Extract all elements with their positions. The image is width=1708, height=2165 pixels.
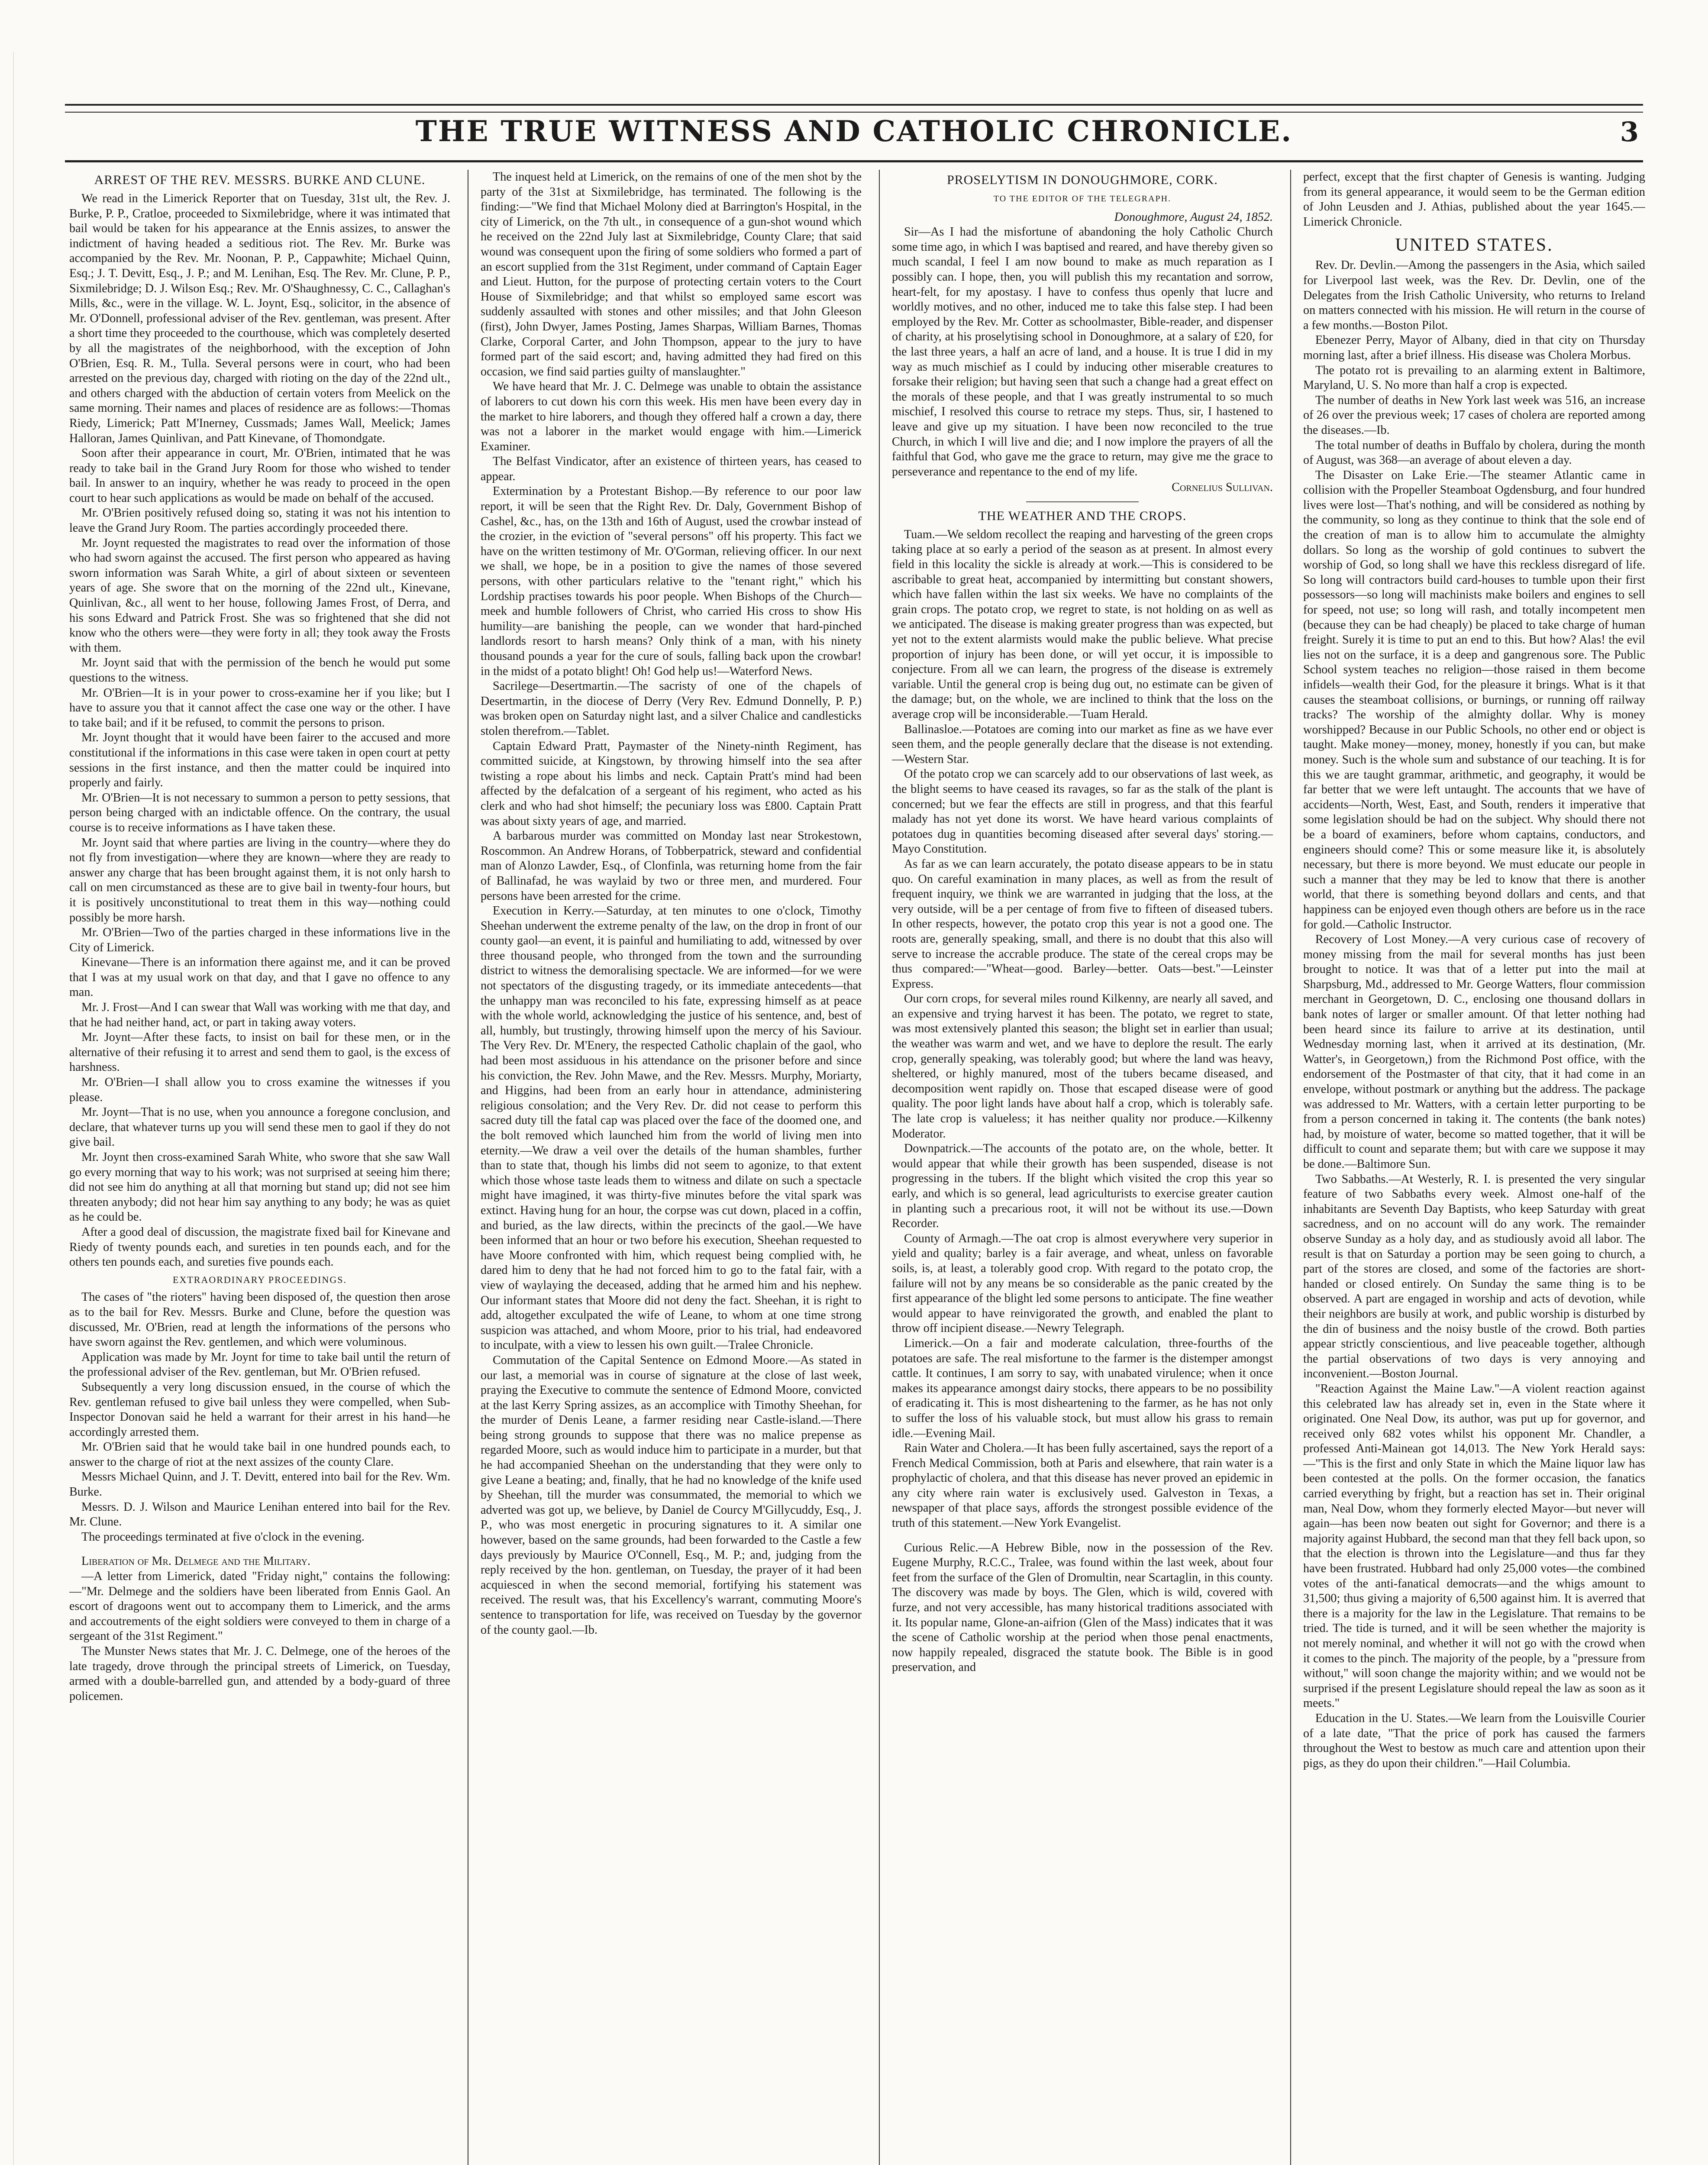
article-paragraph: The inquest held at Limerick, on the remains of one of the men shot by the party of the 31st at Sixmilebridge, has terminated. The following is the finding:—"We find that Michael Molony died at Barrington's Hospital, in the city of Limerick, on the 7th ult., in consequence of a gun-shot wound which he received on the 22nd July last at Sixmilebridge, County Clare; that said wound was consequent upon the firing of some soldiers who formed a part of an escort supplied from the 31st Regiment, under command of Captain Eager and Lieut. Hutton, for the purpose of protecting certain voters to the Court House of Sixmilebridge; and that whilst so employed same escort was suddenly assaulted with stones and other missiles; and that John Gleeson (first), John Dwyer, James Posting, James Sharpas, William Barnes, Thomas Clarke, Corporal Carter, and John Thompson, appear to the jury to have formed part of the said escort; and, having admitted they had fired on this occasion, we find said parties guilty of manslaughter." <box>481 170 862 378</box>
article-paragraph: Mr. O'Brien—I shall allow you to cross examine the witnesses if you please. <box>69 1076 450 1104</box>
article-paragraph: Soon after their appearance in court, Mr. O'Brien, intimated that he was ready to take bail in the Grand Jury Room for those who wished to tender bail. In answer to an inquiry, whether he was ready to proceed in the open court to hear such applications as would be made on behalf of the accused. <box>69 446 450 505</box>
article-paragraph: Mr. J. Frost—And I can swear that Wall was working with me that day, and that he had neither hand, act, or part in taking away voters. <box>69 1001 450 1029</box>
article-paragraph: Ballinasloe.—Potatoes are coming into our market as fine as we have ever seen them, and the people generally declare that the disease is not extending.—Western Star. <box>892 722 1273 766</box>
article-paragraph: Mr. Joynt—After these facts, to insist on bail for these men, or in the alternative of their refusing it to arrest and send them to gaol, is the excess of harshness. <box>69 1031 450 1074</box>
page-margin-line <box>13 52 14 2165</box>
section-heading-united-states: UNITED STATES. <box>1395 235 1553 255</box>
article-paragraph: A barbarous murder was committed on Monday last near Strokestown, Roscommon. An Andrew Horans, of Tobberpatrick, steward and confidential man of Alonzo Lawder, Esq., of Clonfinla, was returning home from the fair of Ballinafad, he was waylaid by two or three men, and murdered. Four persons have been arrested for the crime. <box>481 829 862 903</box>
article-paragraph: The potato rot is prevailing to an alarming extent in Baltimore, Maryland, U. S. No more than half a crop is expected. <box>1303 363 1645 392</box>
article-paragraph: Sir—As I had the misfortune of abandoning the holy Catholic Church some time ago, in which I was baptised and reared, and have thereby given so much scandal, I feel I am now bound to make as much reparation as I possibly can. I hope, then, you will publish this my recantation and sorrow, heart-felt, for my apostasy. I have to confess thus openly that lucre and worldly motives, and no other, induced me to take this false step. I had been employed by the Rev. Mr. Cotter as schoolmaster, Bible-reader, and dispenser of charity, at his proselytising school in Donoughmore, at a salary of £20, for the last three years, a half an acre of land, and a house. It is true I did in my way as much mischief as I could by inducing other miserable creatures to forsake their religion; but having seen that such a change had a great effect on the morals of these people, and that I was greatly instrumental to so much mischief, I resolved this course to retrace my steps. Thus, sir, I hastened to leave and give up my situation. I have been now reconciled to the true Church, in which I will live and die; and I now implore the prayers of all the faithful that God, who gave me the grace to return, may give me the grace to perseverance and repentance to the end of my life. <box>892 225 1273 478</box>
article-paragraph: Recovery of Lost Money.—A very curious case of recovery of money missing from the mail for several months has just been brought to notice. It was that of a letter put into the mail at Sharpsburg, Md., addressed to Mr. George Watters, flour commission merchant in Georgetown, D. C., enclosing one thousand dollars in bank notes of larger or smaller amount. Of that letter nothing had been heard since its failure to arrive at its destination, until Wednesday morning last, when it arrived at its destination, (Mr. Watter's, in Georgetown,) from the Richmond Post office, with the endorsement of the Postmaster of that city, that it had come in an envelope, without postmark or anything but the address. The package was addressed to Mr. Watters, with a certain letter purporting to be from a person concerned in taking it. The contents (the bank notes) had, by moisture of water, become so matted together, that it will be difficult to count and separate them; but with care we suppose it may be done.—Baltimore Sun. <box>1303 933 1645 1171</box>
article-paragraph: Sacrilege—Desertmartin.—The sacristy of one of the chapels of Desertmartin, in the diocese of Derry (Very Rev. Edmund Donnelly, P. P.) was broken open on Saturday night last, and a silver Chalice and candlesticks stolen therefrom.—Tablet. <box>481 679 862 738</box>
article-paragraph: Mr. Joynt said that with the permission of the bench he would put some questions to the witness. <box>69 656 450 685</box>
article-paragraph: Rain Water and Cholera.—It has been fully ascertained, says the report of a French Medical Commission, both at Paris and elsewhere, that rain water is a prophylactic of cholera, and that this disease has never proved an epidemic in any city where rain water is exclusively used. Galveston in Texas, a newspaper of that place says, affords the strongest possible evidence of the truth of this statement.—New York Evangelist. <box>892 1441 1273 1530</box>
article-paragraph: Downpatrick.—The accounts of the potato are, on the whole, better. It would appear that while their growth has been suspended, disease is not progressing in the tubers. If the blight which visited the crop this year so early, and which is so general, lead agriculturists to exercise greater caution in planting such a precarious root, it will not be without its use.—Down Recorder. <box>892 1142 1273 1231</box>
article-paragraph: Mr. O'Brien positively refused doing so, stating it was not his intention to leave the Grand Jury Room. The parties accordingly proceeded there. <box>69 506 450 535</box>
article-paragraph: —A letter from Limerick, dated "Friday night," contains the following:—"Mr. Delmege and the soldiers have been liberated from Ennis Gaol. An escort of dragoons went out to accompany them to Limerick, and the arms and accoutrements of the eight soldiers were conveyed to them in charge of a sergeant of the 31st Regiment." <box>69 1570 450 1643</box>
column-divider <box>1290 170 1291 2165</box>
column-2 <box>481 170 862 2165</box>
article-paragraph: Of the potato crop we can scarcely add to our observations of last week, as the blight seems to have ceased its ravages, so far as the stalk of the plant is concerned; but we fear the effects are still in progress, and that this fearful malady has not yet done its worst. We have heard various complaints of potatoes dug in quantities becoming diseased after several days' storing.—Mayo Constitution. <box>892 767 1273 856</box>
article-paragraph: Extermination by a Protestant Bishop.—By reference to our poor law report, it will be seen that the Right Rev. Dr. Daly, Government Bishop of Cashel, &c., has, on the 13th and 16th of August, used the crowbar instead of the crozier, in the eviction of "several persons" off his property. This fact we have on the written testimony of Mr. O'Gorman, relieving officer. In our next we shall, we hope, be in a position to give the names of those severed persons, with other particulars relative to the "tenant right," which his Lordship practises towards his poor people. When Bishops of the Church—meek and humble followers of Christ, who carried His cross to show His humility—are banishing the people, can we wonder that hard-pinched landlords resort to harsh means? Only think of a man, with his ninety thousand pounds a year for the cure of souls, falling back upon the crowbar! in the midst of a potato blight! Oh! God help us!—Waterford News. <box>481 485 862 678</box>
section-rule <box>1026 501 1139 502</box>
newspaper-title: THE TRUE WITNESS AND CATHOLIC CHRONICLE. <box>415 114 1293 148</box>
article-paragraph: Messrs Michael Quinn, and J. T. Devitt, entered into bail for the Rev. Wm. Burke. <box>69 1470 450 1499</box>
article-paragraph: We read in the Limerick Reporter that on Tuesday, 31st ult, the Rev. J. Burke, P. P., Cratloe, proceeded to Sixmilebridge, where it was intimated that bail would be taken for his appearance at the Ennis assizes, to answer the indictment of having headed a seditious riot. The Rev. Mr. Burke was accompanied by the Rev. Mr. Noonan, P. P., Cappawhite; Michael Quinn, Esq.; J. T. Devitt, Esq., J. P.; and M. Lenihan, Esq. The Rev. Mr. Clune, P. P., Sixmilebridge; D. J. Wilson Esq.; Rev. Mr. O'Shaughnessy, C. C., Callaghan's Mills, &c., were in the village. W. L. Joynt, Esq., solicitor, in the absence of Mr. O'Donnell, professional adviser of the Rev. gentleman, was present. After a short time they proceeded to the courthouse, which was completely deserted by all the magistrates of the neighborhood, with the exception of John O'Brien, Esq. R. M., Tulla. Several persons were in court, who had been arrested on the previous day, charged with rioting on the day of the 22nd ult., and others charged with the abduction of certain voters from Meelick on the same morning. Their names and places of residence are as follows:—Thomas Riedy, Limerick; Patt M'Inerney, Cussmads; James Wall, Meelick; James Halloran, James Quinlivan, and Patt Kinevane, of Thomondgate. <box>69 192 450 445</box>
article-paragraph: We have heard that Mr. J. C. Delmege was unable to obtain the assistance of laborers to cut down his corn this week. His men have been every day in the market to hire laborers, and though they offered half a crown a day, there was not a laborer in the market would engage with him.—Limerick Examiner. <box>481 380 862 453</box>
page-number: 3 <box>1620 116 1639 148</box>
article-paragraph: Ebenezer Perry, Mayor of Albany, died in that city on Thursday morning last, after a brief illness. His disease was Cholera Morbus. <box>1303 333 1645 362</box>
article-paragraph: Mr. O'Brien—Two of the parties charged in these informations live in the City of Limerick. <box>69 926 450 954</box>
article-heading-weather: THE WEATHER AND THE CROPS. <box>978 508 1187 523</box>
article-paragraph: Mr. O'Brien—It is not necessary to summon a person to petty sessions, that person being charged with an indictable offence. On the contrary, the usual course is to receive informations as I have taken these. <box>69 791 450 834</box>
column-4 <box>1303 170 1645 2165</box>
subheading-extraordinary-proceedings: EXTRAORDINARY PROCEEDINGS. <box>173 1274 347 1285</box>
article-paragraph: Execution in Kerry.—Saturday, at ten minutes to one o'clock, Timothy Sheehan underwent the extreme penalty of the law, on the drop in front of our county gaol—an event, it is painful and humiliating to add, witnessed by over three thousand people, who thronged from the town and the surrounding district to witness the demoralising spectacle. We are informed—for we were not spectators of the disgusting tragedy, or its immediate antecedents—that the unhappy man was reconciled to his fate, expressing himself as at peace with the whole world, acknowledging the justice of his sentence, and, best of all, humbly, but trustingly, throwing himself upon the mercy of his Saviour. The Very Rev. Dr. M'Enery, the respected Catholic chaplain of the gaol, who had been most assiduous in his attendance on the prisoner before and since his conviction, the Rev. John Mawe, and the Rev. Messrs. Murphy, Moriarty, and Higgins, had been from an early hour in attendance, administering religious consolation; and the Very Rev. Dr. did not cease to perform this sacred duty till the fatal cap was placed over the face of the doomed one, and the bolt removed which launched him from the world of living men into eternity.—We draw a veil over the details of the human shambles, further than to state that, though his limbs did not seem to agonize, to that extent which those whose taste leads them to witness and dilate on such a spectacle might have imagined, it was thirty-five minutes before the vital spark was extinct. Having hung for an hour, the corpse was cut down, placed in a coffin, and buried, as the law directs, within the precincts of the gaol.—We have been informed that an hour or two before his execution, Sheehan requested to have Moore confronted with him, which request being complied with, he dared him to deny that he had not forced him to go to the fatal fair, with a view of waylaying the deceased, adding that he armed him and his nephew. Our informant states that Moore did not deny the fact. Sheehan, it is right to add, altogether exculpated the wife of Leane, to whom at one time strong suspicion was attached, and whom Moore, prior to his trial, had endeavored to inculpate, with a view to lessen his own guilt.—Tralee Chronicle. <box>481 904 862 1352</box>
article-paragraph: The Belfast Vindicator, after an existence of thirteen years, has ceased to appear. <box>481 455 862 483</box>
article-paragraph: Mr. Joynt thought that it would have been fairer to the accused and more constitutional if the informations in this case were taken in open court at petty sessions in the first instance, and then the matter could be inquired into properly and fairly. <box>69 731 450 790</box>
article-paragraph: The cases of "the rioters" having been disposed of, the question then arose as to the bail for Rev. Messrs. Burke and Clune, before the question was discussed, Mr. O'Brien, read at length the informations of the persons who have sworn against the Rev. gentlemen, and which were voluminous. <box>69 1290 450 1349</box>
article-paragraph: The total number of deaths in Buffalo by cholera, during the month of August, was 368—an average of about eleven a day. <box>1303 438 1645 467</box>
spacer <box>69 1545 450 1554</box>
article-paragraph: Limerick.—On a fair and moderate calculation, three-fourths of the potatoes are safe. The real misfortune to the farmer is the distemper amongst cattle. It continues, I am sorry to say, with unabated virulence; when it once makes its appearance amongst dairy stocks, there appears to be no possibility of eradicating it. This is most disheartening to the farmer, as he has not only to suffer the loss of his valuable stock, but must allow his grass to remain idle.—Evening Mail. <box>892 1336 1273 1440</box>
article-paragraph: Application was made by Mr. Joynt for time to take bail until the return of the professional adviser of the Rev. gentleman, but Mr. O'Brien refused. <box>69 1350 450 1379</box>
article-paragraph: Mr. Joynt then cross-examined Sarah White, who swore that she saw Wall go every morning that way to his work; was not surprised at seeing him there; did not see him do anything at all that morning but stand up; did not see him threaten anybody; did not hear him say anything to any body; he was as quiet as he could be. <box>69 1150 450 1224</box>
masthead-top-rule <box>65 104 1643 106</box>
column-1 <box>69 170 450 2165</box>
masthead-bottom-rule <box>65 160 1643 162</box>
article-paragraph: perfect, except that the first chapter of Genesis is wanting. Judging from its general appearance, it would seem to be the German edition of John Leusden and J. Athias, published about the year 1645.—Limerick Chronicle. <box>1303 170 1645 229</box>
article-paragraph: Mr. O'Brien—It is in your power to cross-examine her if you like; but I have to assure you that it cannot affect the case one way or the other. I have to take bail; and if it be refused, to commit the persons to prison. <box>69 686 450 730</box>
spacer <box>892 1531 1273 1541</box>
article-heading-arrest: ARREST OF THE REV. MESSRS. BURKE AND CLUNE. <box>94 173 426 187</box>
article-paragraph: Commutation of the Capital Sentence on Edmond Moore.—As stated in our last, a memorial was in course of signature at the close of last week, praying the Executive to commute the sentence of Edmond Moore, convicted at the last Kerry Spring assizes, as an accomplice with Timothy Sheehan, for the murder of Denis Leane, a farmer residing near Castle-island.—There being strong grounds to suppose that there was no malice prepense as regarded Moore, such as would induce him to participate in a murder, but that he had accompanied Sheehan on the understanding that they were only to give Leane a beating; and, finally, that he had no knowledge of the knife used by Sheehan, till the murder was consummated, the memorial to which we adverted was got up, we believe, by Daniel de Courcy M'Gillycuddy, Esq., J. P., who was most energetic in procuring signatures to it. A similar one however, based on the same grounds, had been forwarded to the Castle a few days previously by Maurice O'Connell, Esq., M. P.; and, judging from the reply received by the hon. gentleman, on Tuesday, the prayer of it had been acquiesced in when the second memorial, fortifying his statement was received. The result was, that his Excellency's warrant, commuting Moore's sentence to transportation for life, was received on Tuesday by the governor of the county gaol.—Ib. <box>481 1353 862 1637</box>
article-paragraph: The proceedings terminated at five o'clock in the evening. <box>81 1530 365 1544</box>
column-divider <box>879 170 880 2165</box>
article-paragraph: As far as we can learn accurately, the potato disease appears to be in statu quo. On careful examination in many places, as well as from the result of frequent inquiry, we think we are warranted in judging that the loss, at the very outside, will be a per centage of from five to fifteen of diseased tubers. In other respects, however, the potato crop this year is not a good one. The roots are, generally speaking, small, and there is no doubt that this also will serve to increase the accrable produce. The state of the cereal crops may be thus compared:—"Wheat—good. Barley—better. Oats—best."—Leinster Express. <box>892 857 1273 991</box>
article-paragraph: The Disaster on Lake Erie.—The steamer Atlantic came in collision with the Propeller Steamboat Ogdensburg, and four hundred lives were lost—That's nothing, and will be considered as nothing by the community, so long as they continue to think that the sole end of the creation of man is to allow him to accumulate the almighty dollars. So long as the worship of gold continues to subvert the worship of God, so long shall we have this reckless disregard of life. So long will contractors build card-houses to tumble upon their first possessors—so long will machinists make boilers and engines to sell for speed, not use; so long will rash, and totally incompetent men (because they can be had cheaply) be placed to take charge of human freight. Surely it is time to put an end to this. But how? Alas! the evil lies not on the surface, it is a deep and gangrenous sore. The Public School system teaches no religion—those raised in them become infidels—wealth their God, for the pleasure it brings. What is it that causes the steamboat collisions, or burnings, or running off railway tracks? The worship of the almighty dollar. Why is money worshipped? Because in our Public Schools, no other end or object is taught. Make money—money, money, honestly if you can, but make money. Such is the whole sum and substance of our teaching. It is for this we are taught grammar, arithmetic, and geography, it would be far better that we were left untaught. The accounts that we have of accidents—North, West, East, and South, renders it imperative that some legislation should be had on the subject. Why should there not be a board of examiners, before whom captains, conductors, and engineers should come? This or some measure like it, is absolutely necessary, but there is more beyond. We must educate our people in such a manner that they may be led to know that there is another world, that there is something beyond dollars and cents, and that happiness can be enjoyed even though others are before us in the race for gold.—Catholic Instructor. <box>1303 468 1645 931</box>
article-paragraph: Subsequently a very long discussion ensued, in the course of which the Rev. gentleman refused to give bail unless they were compelled, when Sub-Inspector Donovan said he held a warrant for their arrest in his hand—he accordingly arrested them. <box>69 1380 450 1439</box>
item-heading-liberation: Liberation of Mr. Delmege and the Military. <box>81 1554 311 1568</box>
article-paragraph: Captain Edward Pratt, Paymaster of the Ninety-ninth Regiment, has committed suicide, at Kingstown, by throwing himself into the sea after twisting a rope about his limbs and neck. Captain Pratt's mind had been affected by the defalcation of a sergeant of his regiment, who acted as his clerk and who had shot himself; the pecuniary loss was £800. Captain Pratt was about sixty years of age, and married. <box>481 739 862 828</box>
article-paragraph: After a good deal of discussion, the magistrate fixed bail for Kinevane and Riedy of twenty pounds each, and sureties in ten pounds each, and for the others ten pounds each, and sureties five pounds each. <box>69 1225 450 1269</box>
article-paragraph: Mr. Joynt—That is no use, when you announce a foregone conclusion, and declare, that whatever turns up you will send these men to gaol if they do not give bail. <box>69 1105 450 1149</box>
article-paragraph: "Reaction Against the Maine Law."—A violent reaction against this celebrated law has already set in, even in the State where it originated. One Neal Dow, its author, was put up for governor, and received only 682 votes whilst his opponent Mr. Chandler, a professed Anti-Mainean got 14,013. The New York Herald says:—"This is the first and only State in which the Maine liquor law has been contested at the polls. On the former occasion, the fanatics carried everything by fright, but a reaction has set in. Their original man, Neal Dow, whom they formerly elected Mayor—but never will again—has been now beaten out sight for Governor; and there is a majority against Hubbard, the second man that they fell back upon, so that the election is thrown into the Legislature—and thus far they have been frustrated. Hubbard had only 25,000 votes—the combined votes of the anti-fanatical democrats—and the whigs amount to 31,500; thus giving a majority of 6,500 against him. It is averred that there is a majority for the law in the Legislature. That remains to be tried. The tide is turned, and it will be seen whether the majority is not merely nominal, and whether it will not go with the crowd when it comes to the pinch. The majority of the people, by a "pressure from without," will soon change the majority within; and we would not be surprised if the present Legislature should repeal the law as soon as it meets." <box>1303 1382 1645 1710</box>
article-paragraph: Mr. O'Brien said that he would take bail in one hundred pounds each, to answer to the charge of riot at the next assizes of the county Clare. <box>69 1440 450 1469</box>
article-paragraph: Our corn crops, for several miles round Kilkenny, are nearly all saved, and an expensive and trying harvest it has been. The potato, we regret to state, was most extensively planted this season; the blight set in earlier than usual; the weather was warm and wet, and we have to deplore the result. The early crop, generally speaking, was tolerably good; but where the land was heavy, sheltered, or highly manured, most of the tubers became diseased, and decomposition went rapidly on. Those that escaped disease were of good quality. The poor light lands have about half a crop, which is tolerably safe. The late crop is valueless; it has neither quality nor produce.—Kilkenny Moderator. <box>892 992 1273 1141</box>
article-paragraph: Messrs. D. J. Wilson and Maurice Lenihan entered into bail for the Rev. Mr. Clune. <box>69 1500 450 1529</box>
letter-address: TO THE EDITOR OF THE TELEGRAPH. <box>993 194 1172 204</box>
article-paragraph: Rev. Dr. Devlin.—Among the passengers in the Asia, which sailed for Liverpool last week, was the Rev. Dr. Devlin, one of the Delegates from the Irish Catholic University, who returns to Ireland on matters connected with his mission. He will return in the course of a few months.—Boston Pilot. <box>1303 259 1645 332</box>
article-heading-proselytism: PROSELYTISM IN DONOUGHMORE, CORK. <box>947 173 1218 187</box>
article-paragraph: The number of deaths in New York last week was 516, an increase of 26 over the previous week; 17 cases of cholera are reported among the diseases.—Ib. <box>1303 393 1645 437</box>
letter-signature: Cornelius Sullivan. <box>1172 481 1273 494</box>
article-paragraph: Curious Relic.—A Hebrew Bible, now in the possession of the Rev. Eugene Murphy, R.C.C., Tralee, was found within the last week, about four feet from the surface of the Glen of Dromultin, near Scartaglin, in this county. The discovery was made by boys. The Glen, which is wild, covered with furze, and not very accessible, has many historical traditions associated with it. Its popular name, Glone-an-aifrion (Glen of the Mass) indicates that it was the scene of Catholic worship at the period when those penal enactments, now happily repealed, disgraced the statute book. The Bible is in good preservation, and <box>892 1541 1273 1674</box>
article-paragraph: Education in the U. States.—We learn from the Louisville Courier of a late date, "That the price of pork has caused the farmers throughout the West to bestow as much care and attention upon their pigs, as they do upon their children."—Hail Columbia. <box>1303 1711 1645 1770</box>
article-paragraph: Tuam.—We seldom recollect the reaping and harvesting of the green crops taking place at so early a period of the season as at present. In almost every field in this locality the sickle is already at work.—This is considered to be ascribable to great heat, accompanied by intermitting but constant showers, which have fallen within the last six weeks. We have no complaints of the grain crops. The potato crop, we regret to state, is not holding on as well as we anticipated. The disease is making greater progress than was expected, but yet not to the extent alarmists would make the public believe. What precise proportion of injury has been done, or will yet occur, it is impossible to conjecture. From all we can learn, the progress of the disease is extremely variable. Until the general crop is being dug out, no estimate can be given of the damage; but, on the whole, we are inclined to think that the loss on the average crop will be inconsiderable.—Tuam Herald. <box>892 527 1273 721</box>
article-paragraph: Mr. Joynt said that where parties are living in the country—where they do not fly from investigation—where they are known—where they are ready to answer any charge that has been brought against them, it is not only harsh to call on men circumstanced as these are to give bail in twenty-four hours, but it is positively unconstitutional to treat them in this way—nothing could possibly be more harsh. <box>69 836 450 924</box>
letter-dateline: Donoughmore, August 24, 1852. <box>1114 210 1273 224</box>
article-paragraph: The Munster News states that Mr. J. C. Delmege, one of the heroes of the late tragedy, drove through the principal streets of Limerick, on Tuesday, armed with a double-barrelled gun, and attended by a body-guard of three policemen. <box>69 1645 450 1703</box>
article-paragraph: Mr. Joynt requested the magistrates to read over the information of those who had sworn against the accused. The first person who appeared as having sworn information was Sarah White, a girl of about sixteen or seventeen years of age. She swore that on the morning of the 22nd ult., Kinevane, Quinlivan, &c., all went to her house, following James Frost, of Derra, and his sons Edward and Patrick Frost. She was so frightened that she did not know who the others were—they were forty in all; they took away the Frosts with them. <box>69 536 450 655</box>
article-paragraph: County of Armagh.—The oat crop is almost everywhere very superior in yield and quality; barley is a fair average, and wheat, unless on favorable soils, is, at least, a tolerably good crop. With regard to the potato crop, the failure will not by any means be so considerable as the panic created by the first appearance of the blight led some persons to anticipate. The fine weather would appear to have reinvigorated the growth, and enabled the plant to throw off incipient disease.—Newry Telegraph. <box>892 1231 1273 1335</box>
column-3 <box>892 170 1273 2165</box>
masthead <box>65 113 1643 161</box>
article-paragraph: Two Sabbaths.—At Westerly, R. I. is presented the very singular feature of two Sabbaths every week. Almost one-half of the inhabitants are Seventh Day Baptists, who keep Saturday with great sacredness, and on no account will do any work. The remainder observe Sunday as a holy day, and as studiously avoid all labor. The result is that on Saturday a portion may be seen going to church, a part of the stores are closed, and some of the factories are short-handed or closed entirely. On Sunday the same thing is to be observed. A part are engaged in worship and acts of devotion, while their neighbors are busily at work, and public worship is disturbed by the din of business and the noisy bustle of the crowd. Both parties appear strictly conscientious, and live peaceable together, although the partial observations of two days is very annoying and inconvenient.—Boston Journal. <box>1303 1172 1645 1381</box>
masthead-top-rule-thin <box>65 112 1643 113</box>
article-paragraph: Kinevane—There is an information there against me, and it can be proved that I was at my usual work on that day, and that I gave no offence to any man. <box>69 956 450 999</box>
